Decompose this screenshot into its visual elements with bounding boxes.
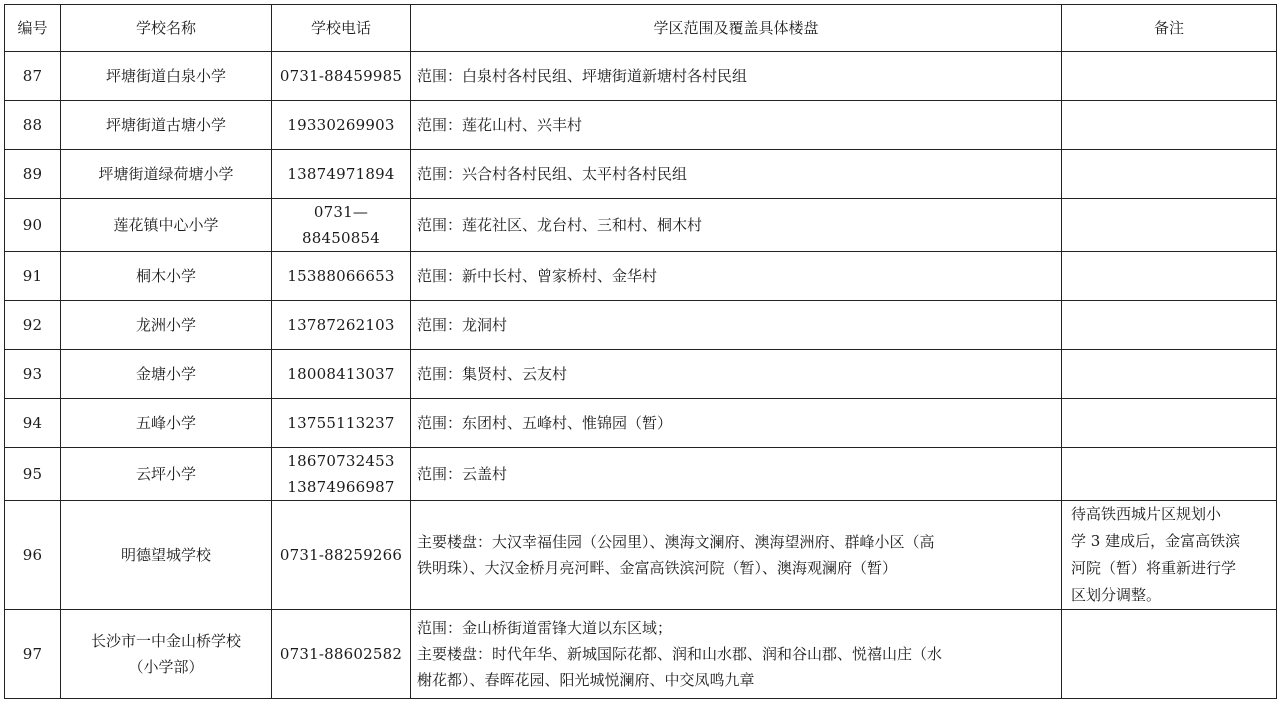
school-name-line: （小学部）	[128, 658, 204, 676]
school-phone	[272, 101, 411, 150]
school-phone	[272, 52, 411, 101]
district-scope	[411, 399, 1062, 448]
remarks	[1062, 301, 1277, 350]
phone-number: 13874966987	[287, 478, 395, 496]
school-name	[61, 252, 272, 301]
header-row	[5, 5, 1277, 52]
school-phone	[272, 301, 411, 350]
phone-number: 13755113237	[287, 414, 395, 432]
school-name	[61, 199, 272, 252]
phone-number: 13874971894	[287, 165, 395, 183]
district-scope	[411, 610, 1062, 699]
school-name	[61, 350, 272, 399]
phone-number: 18008413037	[287, 365, 395, 383]
table-row	[5, 448, 1277, 501]
scope-line: 范围：集贤村、云友村	[417, 365, 568, 383]
table-row	[5, 301, 1277, 350]
district-scope	[411, 252, 1062, 301]
remarks	[1062, 150, 1277, 199]
row-id: 91	[5, 252, 61, 301]
district-scope	[411, 301, 1062, 350]
row-id: 88	[5, 101, 61, 150]
row-id: 95	[5, 448, 61, 501]
school-phone	[272, 610, 411, 699]
remarks	[1062, 52, 1277, 101]
scope-line: 范围：东团村、五峰村、惟锦园（暂）	[417, 414, 673, 432]
school-name	[61, 448, 272, 501]
table-row	[5, 350, 1277, 399]
table-row	[5, 399, 1277, 448]
school-phone	[272, 150, 411, 199]
school-district-table	[4, 4, 1277, 699]
scope-line: 范围：金山桥街道雷锋大道以东区域；	[417, 619, 673, 637]
header-phone: 学校电话	[272, 5, 411, 52]
district-scope	[411, 52, 1062, 101]
row-id: 90	[5, 199, 61, 252]
row-id: 92	[5, 301, 61, 350]
row-id: 97	[5, 610, 61, 699]
scope-line: 主要楼盘：大汉幸福佳园（公园里）、澳海文澜府、澳海望洲府、群峰小区（高	[417, 533, 935, 551]
school-phone	[272, 350, 411, 399]
remarks	[1062, 501, 1277, 610]
row-id: 94	[5, 399, 61, 448]
school-name-line: 龙洲小学	[135, 316, 196, 334]
school-name-line: 长沙市一中金山桥学校	[90, 632, 241, 650]
scope-line: 范围：龙洞村	[417, 316, 508, 334]
district-scope	[411, 501, 1062, 610]
school-name-line: 金塘小学	[135, 365, 196, 383]
row-id: 87	[5, 52, 61, 101]
phone-number: 0731-88602582	[279, 645, 403, 663]
remarks	[1062, 350, 1277, 399]
table-row	[5, 501, 1277, 610]
district-scope	[411, 150, 1062, 199]
scope-line: 榭花都）、春晖花园、阳光城悦澜府、中交凤鸣九章	[417, 671, 755, 689]
school-phone	[272, 448, 411, 501]
school-name	[61, 150, 272, 199]
scope-line: 范围：莲花山村、兴丰村	[417, 116, 583, 134]
school-phone	[272, 252, 411, 301]
school-phone	[272, 199, 411, 252]
school-name	[61, 501, 272, 610]
school-name-line: 明德望城学校	[120, 546, 211, 564]
phone-number: 0731-88259266	[279, 546, 403, 564]
header-id: 编号	[5, 5, 61, 52]
phone-number: 0731—88450854	[302, 203, 380, 247]
district-scope	[411, 101, 1062, 150]
school-name	[61, 52, 272, 101]
scope-line: 范围：兴合村各村民组、太平村各村民组	[417, 165, 688, 183]
remark-line: 河院（暂）将重新进行学	[1071, 559, 1237, 577]
header-district-scope: 学区范围及覆盖具体楼盘	[411, 5, 1062, 52]
remarks	[1062, 399, 1277, 448]
remarks	[1062, 199, 1277, 252]
district-scope	[411, 448, 1062, 501]
school-name-line: 五峰小学	[135, 414, 196, 432]
table-row	[5, 101, 1277, 150]
school-name	[61, 399, 272, 448]
phone-number: 18670732453	[287, 452, 395, 470]
row-id: 93	[5, 350, 61, 399]
school-name-line: 坪塘街道白泉小学	[105, 67, 226, 85]
table-row	[5, 252, 1277, 301]
remarks	[1062, 252, 1277, 301]
header-remarks: 备注	[1062, 5, 1277, 52]
phone-number: 15388066653	[287, 267, 395, 285]
scope-line: 主要楼盘：时代年华、新城国际花都、润和山水郡、润和谷山郡、悦禧山庄（水	[417, 645, 943, 663]
school-name-line: 云坪小学	[135, 465, 196, 483]
remarks	[1062, 448, 1277, 501]
phone-number: 19330269903	[287, 116, 395, 134]
table-row	[5, 52, 1277, 101]
district-scope	[411, 350, 1062, 399]
table-row	[5, 150, 1277, 199]
scope-line: 范围：白泉村各村民组、坪塘街道新塘村各村民组	[417, 67, 748, 85]
phone-number: 0731-88459985	[279, 67, 403, 85]
district-scope	[411, 199, 1062, 252]
row-id: 89	[5, 150, 61, 199]
scope-line: 铁明珠）、大汉金桥月亮河畔、金富高铁滨河院（暂）、澳海观澜府（暂）	[417, 559, 898, 577]
header-school-name: 学校名称	[61, 5, 272, 52]
remark-line: 区划分调整。	[1071, 586, 1162, 604]
scope-line: 范围：莲花社区、龙台村、三和村、桐木村	[417, 216, 703, 234]
remark-line: 学 3 建成后，金富高铁滨	[1071, 532, 1241, 550]
table-body	[5, 52, 1277, 699]
school-name	[61, 301, 272, 350]
school-phone	[272, 501, 411, 610]
remark-line: 待高铁西城片区规划小	[1071, 505, 1222, 523]
scope-line: 范围：新中长村、曾家桥村、金华村	[417, 267, 658, 285]
remarks	[1062, 101, 1277, 150]
table-row	[5, 610, 1277, 699]
remarks	[1062, 610, 1277, 699]
school-name-line: 坪塘街道古塘小学	[105, 116, 226, 134]
school-name	[61, 610, 272, 699]
school-name-line: 坪塘街道绿荷塘小学	[98, 165, 234, 183]
phone-number: 13787262103	[287, 316, 395, 334]
row-id: 96	[5, 501, 61, 610]
school-name-line: 桐木小学	[135, 267, 196, 285]
school-name	[61, 101, 272, 150]
school-phone	[272, 399, 411, 448]
school-name-line: 莲花镇中心小学	[113, 216, 219, 234]
table-row	[5, 199, 1277, 252]
scope-line: 范围：云盖村	[417, 465, 508, 483]
